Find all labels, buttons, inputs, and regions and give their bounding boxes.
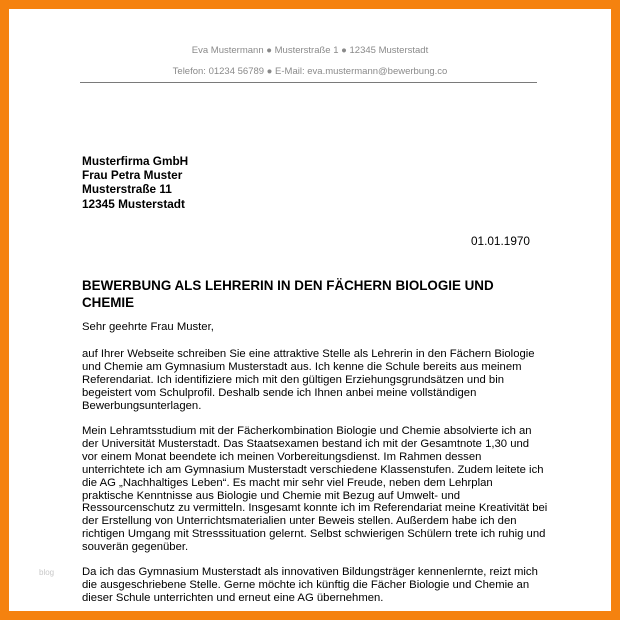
- paragraph-line: dieser Schule unterrichten und erneut eine AG übernehmen.: [82, 591, 384, 604]
- recipient-city: 12345 Musterstadt: [82, 196, 185, 211]
- paragraph-line: vor einem Monat beendete ich meinen Vorbereitungsdienst. Im Rahmen dessen: [82, 450, 482, 463]
- blog-watermark: blog: [39, 568, 55, 577]
- salutation: Sehr geehrte Frau Muster,: [82, 321, 214, 333]
- paragraph-line: die ausgeschriebene Stelle. Gerne möchte ich künftig die Fächer Biologie und Chemie an: [82, 578, 530, 591]
- paragraph-line: die AG „Nachhaltiges Leben“. Es macht mir sehr viel Freude, neben dem Lehrplan: [82, 476, 493, 489]
- paragraph-intro: [82, 348, 540, 413]
- paragraph-motivation: [82, 566, 540, 605]
- recipient-company: Musterfirma GmbH: [82, 154, 189, 168]
- subject-line: [82, 278, 532, 311]
- paragraph-line: richtigen Umgang mit Stresssituation gelernt. Selbst schwierigen Schülern trete ich ruhig und: [82, 528, 546, 541]
- paragraph-line: Bewerbungsunterlagen.: [82, 399, 202, 412]
- paragraph-line: auf Ihrer Webseite schreiben Sie eine attraktive Stelle als Lehrerin in den Fächern Biologie: [82, 348, 535, 360]
- paragraph-line: Ressourcenschutz zu vermitteln. Insgesamt konnte ich im Referendariat meine Kreativität bei: [82, 502, 548, 515]
- paragraph-line: begeistert vom Schulprofil. Deshalb sende ich Ihnen anbei meine vollständigen: [82, 386, 477, 399]
- paragraph-line: und Chemie am Gymnasium Musterstadt aus. Ich kenne die Schule bereits aus meinem: [82, 360, 522, 373]
- paragraph-line: Mein Lehramtsstudium mit der Fächerkombination Biologie und Chemie absolvierte ich an: [82, 425, 532, 437]
- sender-address-line: Eva Mustermann ● Musterstraße 1 ● 12345 Musterstadt: [191, 45, 429, 56]
- paragraph-qualifications: [82, 425, 548, 554]
- recipient-name: Frau Petra Muster: [82, 168, 183, 183]
- paragraph-line: Da ich das Gymnasium Musterstadt als innovativen Bildungsträger kennenlernte, reizt mich: [82, 566, 538, 578]
- recipient-street: Musterstraße 11: [82, 182, 172, 197]
- letter-date: 01.01.1970: [470, 234, 530, 248]
- paragraph-line: praktische Kenntnisse aus Biologie und Chemie mit Bezug auf Umwelt- und: [82, 489, 461, 502]
- subject-line-1: BEWERBUNG ALS LEHRERIN IN DEN FÄCHERN BIOLOGIE UND: [82, 278, 494, 293]
- paragraph-line: unterrichtete ich am Gymnasium Musterstadt verschiedene Klassenstufen. Zudem leitete ich: [82, 463, 544, 476]
- subject-line-2: CHEMIE: [82, 294, 135, 310]
- paragraph-line: der Erstellung von Unterrichtsmaterialien unter Beweis stellen. Außerdem habe ich den: [82, 515, 517, 528]
- paragraph-line: der Universität Musterstadt. Das Staatsexamen bestand ich mit der Gesamtnote 1,30 und: [82, 437, 530, 450]
- paragraph-line: souverän gegenüber.: [82, 541, 189, 554]
- recipient-address-block: [82, 154, 188, 211]
- paragraph-line: Referendariat. Ich identifiziere mich mit den gültigen Erziehungsgrundsätzen und bin: [82, 373, 504, 386]
- sender-contact-line: Telefon: 01234 56789 ● E-Mail: eva.mustermann@bewerbung.co: [172, 66, 448, 77]
- header-divider: [80, 82, 537, 83]
